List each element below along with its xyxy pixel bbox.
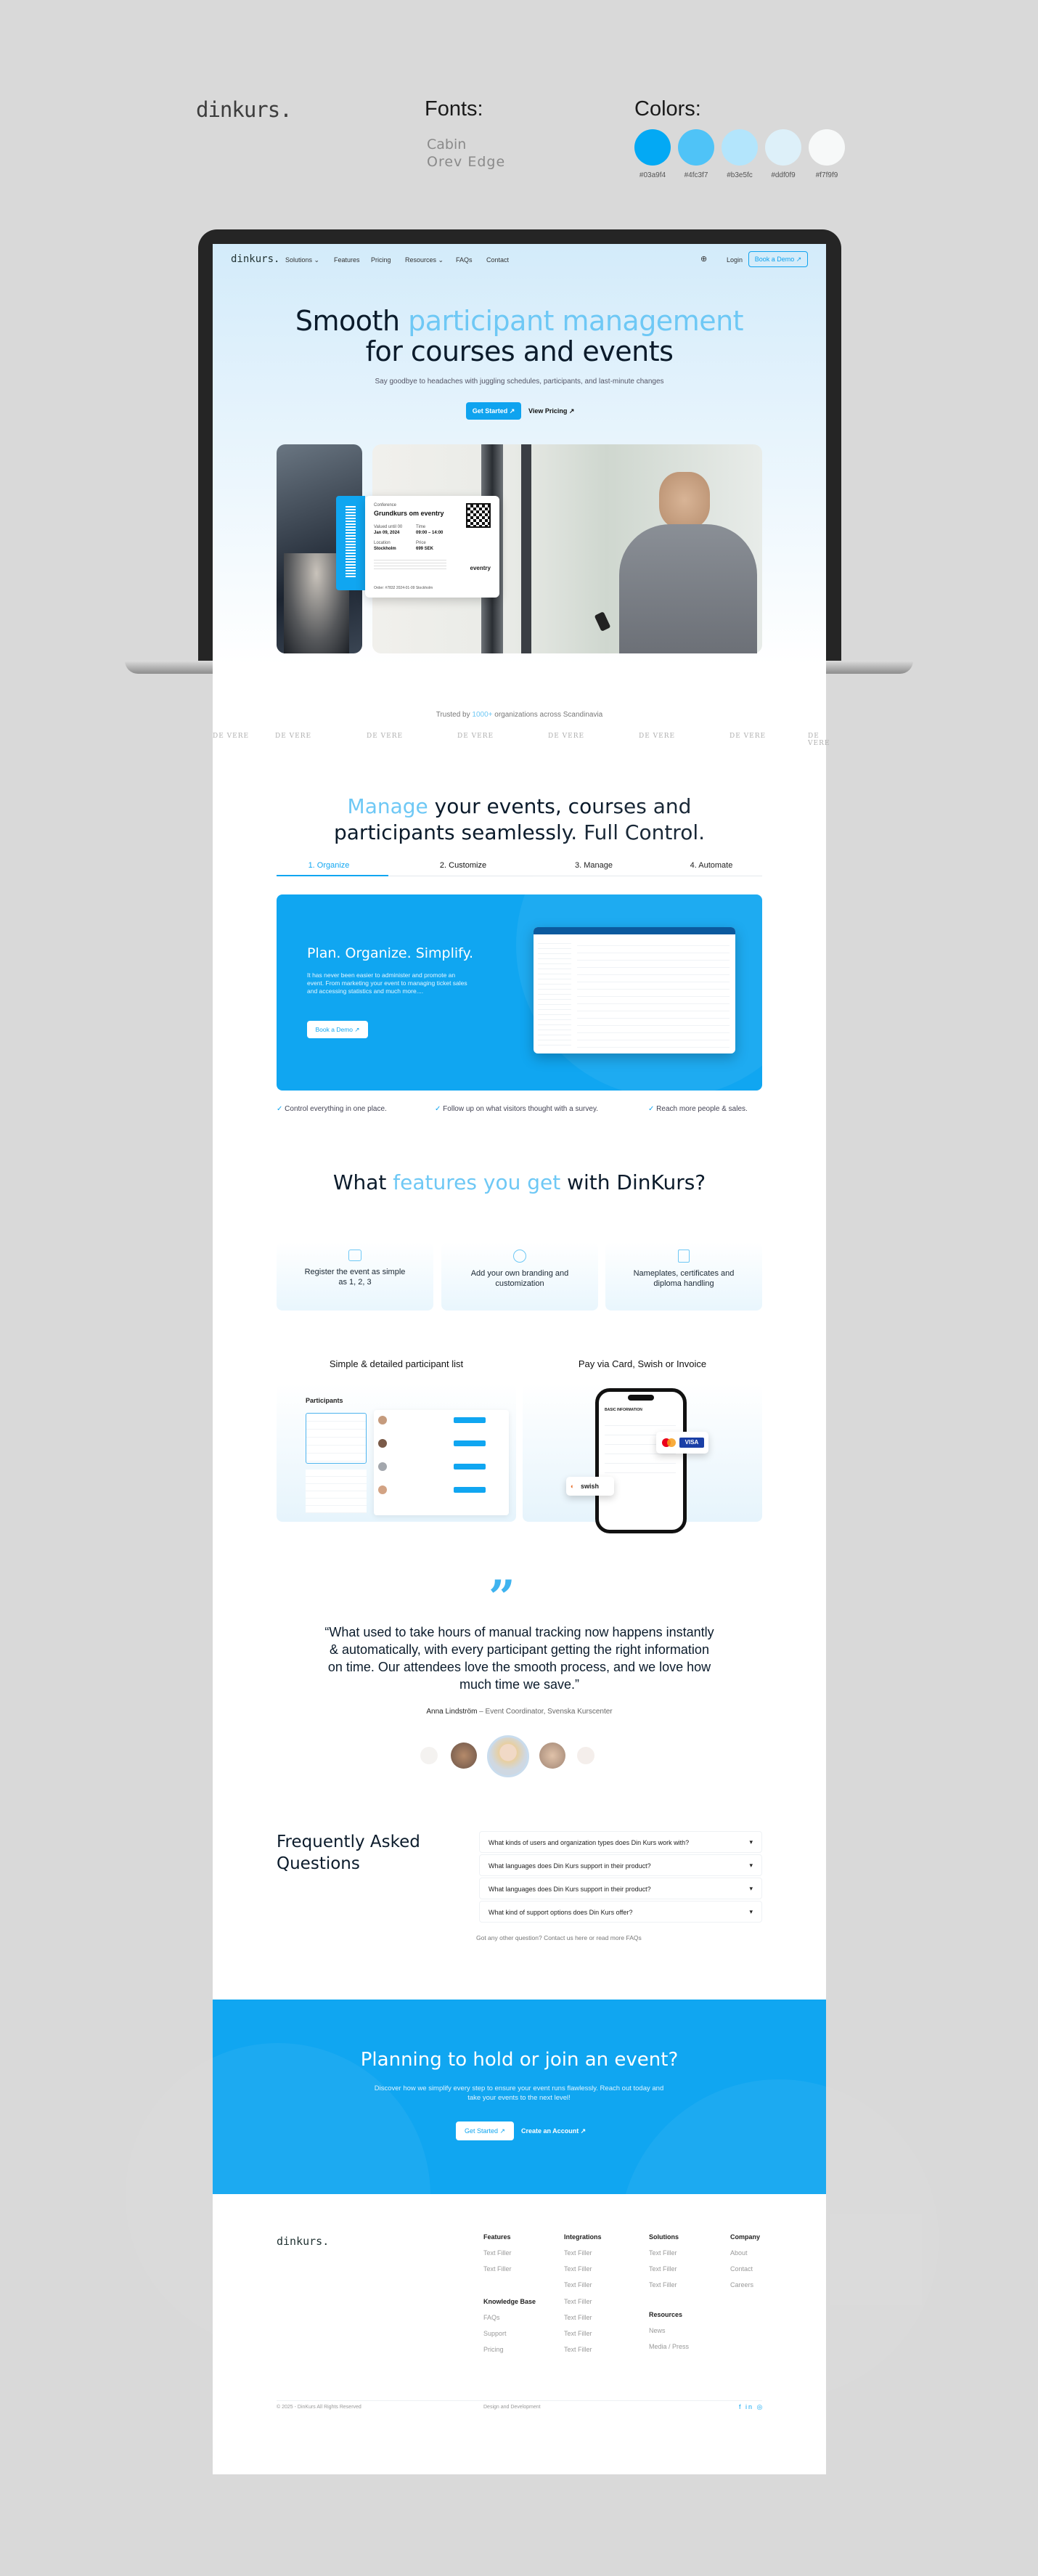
footer-link[interactable]: About <box>730 2249 748 2257</box>
footer-heading: Features <box>483 2233 511 2241</box>
qr-code-icon <box>466 503 491 528</box>
hero-title-line2: for courses and events <box>365 335 674 367</box>
ticket-details-text <box>374 560 446 570</box>
ticket-label: Conference <box>374 503 397 508</box>
cta-get-started-button[interactable]: Get Started ↗ <box>456 2121 514 2140</box>
certificate-icon <box>678 1250 690 1263</box>
color-swatch <box>722 129 758 166</box>
footer-link[interactable]: Text Filler <box>649 2265 677 2273</box>
faq-question[interactable]: What languages does Din Kurs support in their product? ▾ <box>479 1878 762 1899</box>
globe-icon[interactable]: ⊕ <box>700 255 708 264</box>
partner-logo: DE VERE <box>639 733 676 740</box>
partner-logo: DE VERE <box>730 733 767 740</box>
chevron-down-icon: ▾ <box>749 1885 753 1892</box>
faq-question[interactable]: What languages does Din Kurs support in their product? ▾ <box>479 1854 762 1876</box>
active-tab-indicator <box>277 875 388 876</box>
ticket-card <box>365 496 499 598</box>
status-badge <box>454 1464 486 1470</box>
color-swatch <box>765 129 801 166</box>
fonts-title: Fonts: <box>425 97 483 121</box>
mastercard-icon <box>667 1438 676 1447</box>
palette-icon <box>513 1250 526 1263</box>
font-name-cabin: Cabin <box>427 136 467 152</box>
participant-filter-list <box>306 1470 367 1513</box>
footer-divider <box>277 2400 762 2401</box>
testimonial-quote: “What used to take hours of manual tracking now happens instantly & automatically, with every participant getting the right information on time. Our attendees love the smooth process, and we love how much time we save.” <box>324 1625 714 1692</box>
participant-list-screenshot <box>277 1384 516 1522</box>
mockup-content <box>577 939 730 1048</box>
get-started-button[interactable]: Get Started ↗ <box>466 402 521 420</box>
design-credit[interactable]: Design and Development <box>483 2405 541 2410</box>
swish-icon: ◐ <box>571 1483 575 1490</box>
tab-automate[interactable]: 4. Automate <box>690 861 733 870</box>
phone-notch <box>628 1395 654 1401</box>
ticket-value: 699 SEK <box>416 547 434 551</box>
nav-logo[interactable]: dinkurs. <box>231 253 280 265</box>
ticket-field: Price <box>416 541 426 545</box>
feature-card <box>277 1242 433 1311</box>
check-item: ✓ Follow up on what visitors thought with a survey. <box>435 1105 598 1113</box>
color-label: #03a9f4 <box>639 171 666 179</box>
feature-card <box>441 1242 598 1311</box>
ticket-value: Stockholm <box>374 547 396 551</box>
person-head-image <box>659 472 710 529</box>
tab-organize[interactable]: 1. Organize <box>308 861 350 870</box>
status-badge <box>454 1440 486 1446</box>
status-badge <box>454 1487 486 1493</box>
cta-title: Planning to hold or join an event? <box>360 2049 679 2071</box>
footer-link[interactable]: FAQs <box>483 2314 500 2321</box>
footer-link[interactable]: Text Filler <box>483 2265 512 2273</box>
avatar-selected[interactable] <box>487 1735 529 1777</box>
features-title: What features you get with DinKurs? <box>332 1170 706 1194</box>
card-book-demo-button[interactable]: Book a Demo ↗ <box>307 1021 368 1038</box>
organize-card-title: Plan. Organize. Simplify. <box>307 945 474 961</box>
phone-mockup <box>595 1388 687 1533</box>
color-swatch <box>634 129 671 166</box>
check-item: ✓ Reach more people & sales. <box>648 1105 748 1113</box>
login-link[interactable]: Login <box>727 256 743 264</box>
partner-logo: DE VERE <box>213 733 250 740</box>
footer-heading: Company <box>730 2233 761 2241</box>
person-sweater-image <box>619 524 757 653</box>
footer-link[interactable]: Text Filler <box>564 2346 592 2353</box>
quote-icon: ” <box>489 1570 515 1625</box>
color-label: #4fc3f7 <box>684 171 708 179</box>
footer-link[interactable]: Text Filler <box>564 2281 592 2288</box>
hero-subtitle: Say goodbye to headaches with juggling schedules, participants, and last-minute changes <box>375 378 664 386</box>
ticket-stub <box>336 496 365 590</box>
footer-heading: Knowledge Base <box>483 2298 536 2305</box>
footer-link[interactable]: Text Filler <box>564 2265 592 2273</box>
tab-manage[interactable]: 3. Manage <box>575 861 613 870</box>
cta-text: Discover how we simplify every step to ensure your event runs flawlessly. Reach out today and take your events to the next level! <box>374 2084 664 2102</box>
partner-logo: DE VERE <box>457 733 494 740</box>
ticket-field: Valued until 00 <box>374 525 403 529</box>
mockup-sidebar <box>538 939 571 1048</box>
card-payment-badge <box>656 1432 708 1454</box>
organize-card <box>277 894 762 1091</box>
partner-logo: DE VERE <box>367 733 404 740</box>
footer-link[interactable]: Text Filler <box>564 2330 592 2337</box>
ticket-title: Grundkurs om eventry <box>374 510 444 517</box>
check-icon: ✓ <box>277 1105 285 1113</box>
chevron-down-icon: ▾ <box>749 1838 753 1846</box>
nav-features[interactable]: Features <box>334 256 360 264</box>
footer-link[interactable]: Text Filler <box>649 2281 677 2288</box>
avatar <box>378 1416 387 1424</box>
feature-card-text: Nameplates, certificates and diploma handling <box>633 1269 735 1288</box>
footer-link[interactable]: News <box>649 2327 666 2334</box>
ticket-footer: Order: #7832 2024-01-09 Stockholm <box>374 586 433 590</box>
basic-info-heading: BASIC INFORMATION <box>605 1408 642 1412</box>
partner-logo: DE VERE <box>548 733 585 740</box>
color-label: #ddf0f9 <box>771 171 796 179</box>
nav-contact[interactable]: Contact <box>486 256 510 264</box>
feature-card <box>605 1242 762 1311</box>
payment-title: Pay via Card, Swish or Invoice <box>578 1358 707 1369</box>
brand-logo: dinkurs. <box>196 97 292 122</box>
hero-title-line1: Smooth participant management <box>295 305 744 337</box>
partner-logo: DE VERE <box>275 733 312 740</box>
cta-section <box>213 2000 826 2194</box>
social-icons[interactable]: f in ◎ <box>739 2403 764 2410</box>
manage-title-line2: participants seamlessly. Full Control. <box>334 820 705 844</box>
manage-title-line1: Manage your events, courses and <box>347 794 692 818</box>
footer-heading: Solutions <box>649 2233 679 2241</box>
check-item: ✓ Control everything in one place. <box>277 1105 387 1113</box>
footer-heading: Integrations <box>564 2233 602 2241</box>
faq-question[interactable]: What kinds of users and organization types does Din Kurs work with? ▾ <box>479 1831 762 1853</box>
footer-link[interactable]: Text Filler <box>564 2314 592 2321</box>
footer-link[interactable]: Contact <box>730 2265 753 2273</box>
top-nav <box>213 244 826 273</box>
footer-link[interactable]: Text Filler <box>564 2249 592 2257</box>
website-page <box>213 244 830 2474</box>
chevron-down-icon: ▾ <box>749 1862 753 1869</box>
faq-question[interactable]: What kind of support options does Din Kurs offer? ▾ <box>479 1901 762 1923</box>
partner-logo: DE VERE <box>808 733 830 747</box>
check-icon: ✓ <box>435 1105 444 1113</box>
participants-heading: Participants <box>306 1397 343 1404</box>
status-badge <box>454 1417 486 1423</box>
ticket-value: 09:00 – 14:00 <box>416 531 444 535</box>
color-label: #b3e5fc <box>727 171 753 179</box>
feature-card-text: Register the event as simple as 1, 2, 3 <box>304 1268 406 1287</box>
color-swatch <box>678 129 714 166</box>
footer-link[interactable]: Media / Press <box>649 2343 690 2350</box>
check-icon: ✓ <box>648 1105 657 1113</box>
calendar-icon <box>348 1250 361 1261</box>
feature-card-text: Add your own branding and customization <box>470 1269 569 1288</box>
nav-pricing[interactable]: Pricing <box>371 256 391 264</box>
ticket-brand: eventry <box>470 565 491 571</box>
color-swatch <box>809 129 845 166</box>
font-name-orev: Orev Edge <box>427 154 506 170</box>
dashboard-mockup <box>534 927 735 1053</box>
nav-solutions[interactable]: Solutions ⌄ <box>285 256 320 264</box>
faq-contact-note[interactable]: Got any other question? Contact us here or read more FAQs <box>476 1934 642 1941</box>
participant-filter-panel <box>306 1413 367 1464</box>
phone-image <box>594 611 611 632</box>
footer-logo[interactable]: dinkurs. <box>277 2235 330 2248</box>
payment-screenshot <box>523 1384 762 1522</box>
avatar[interactable] <box>577 1747 594 1764</box>
avatar[interactable] <box>539 1743 565 1769</box>
window-frame-image <box>521 444 531 653</box>
book-demo-button[interactable]: Book a Demo ↗ <box>748 251 808 267</box>
avatar[interactable] <box>451 1743 477 1769</box>
avatar <box>378 1439 387 1448</box>
trusted-by-text: Trusted by 1000+ organizations across Scandinavia <box>436 711 603 719</box>
participant-list-title: Simple & detailed participant list <box>329 1358 464 1369</box>
ticket-value: Jan 09, 2024 <box>374 531 400 535</box>
footer-link[interactable]: Text Filler <box>483 2249 512 2257</box>
footer-heading: Resources <box>649 2311 683 2318</box>
footer-link[interactable]: Pricing <box>483 2346 504 2353</box>
footer-link[interactable]: Careers <box>730 2281 754 2288</box>
visa-icon: VISA <box>679 1438 704 1448</box>
colors-title: Colors: <box>634 97 701 121</box>
avatar[interactable] <box>420 1747 438 1764</box>
color-label: #f7f9f9 <box>815 171 838 179</box>
footer-link[interactable]: Text Filler <box>564 2298 592 2305</box>
view-pricing-link[interactable]: View Pricing ↗ <box>528 407 575 415</box>
avatar <box>378 1462 387 1471</box>
faq-title: Frequently Asked Questions <box>277 1833 420 1873</box>
ticket-field: Location <box>374 541 391 545</box>
ticket-field: Time <box>416 525 426 529</box>
chevron-down-icon: ▾ <box>749 1908 753 1915</box>
nav-faqs[interactable]: FAQs <box>456 256 473 264</box>
participant-rows <box>374 1410 509 1515</box>
footer-link[interactable]: Support <box>483 2330 507 2337</box>
organize-card-text: It has never been easier to administer and promote an event. From marketing your event to managing ticket sales and accessing statistics and much more.... <box>307 971 467 995</box>
testimonial-author: Anna Lindström – Event Coordinator, Svenska Kurscenter <box>426 1708 613 1716</box>
avatar <box>378 1485 387 1494</box>
nav-resources[interactable]: Resources ⌄ <box>405 256 444 264</box>
barcode-icon <box>346 506 356 579</box>
create-account-link[interactable]: Create an Account ↗ <box>521 2127 587 2135</box>
copyright: © 2025 - DinKurs All Rights Reserved <box>277 2405 361 2410</box>
mockup-header <box>534 927 735 934</box>
footer-link[interactable]: Text Filler <box>649 2249 677 2257</box>
tab-customize[interactable]: 2. Customize <box>439 861 487 870</box>
swish-badge: ◐ swish <box>566 1477 614 1496</box>
